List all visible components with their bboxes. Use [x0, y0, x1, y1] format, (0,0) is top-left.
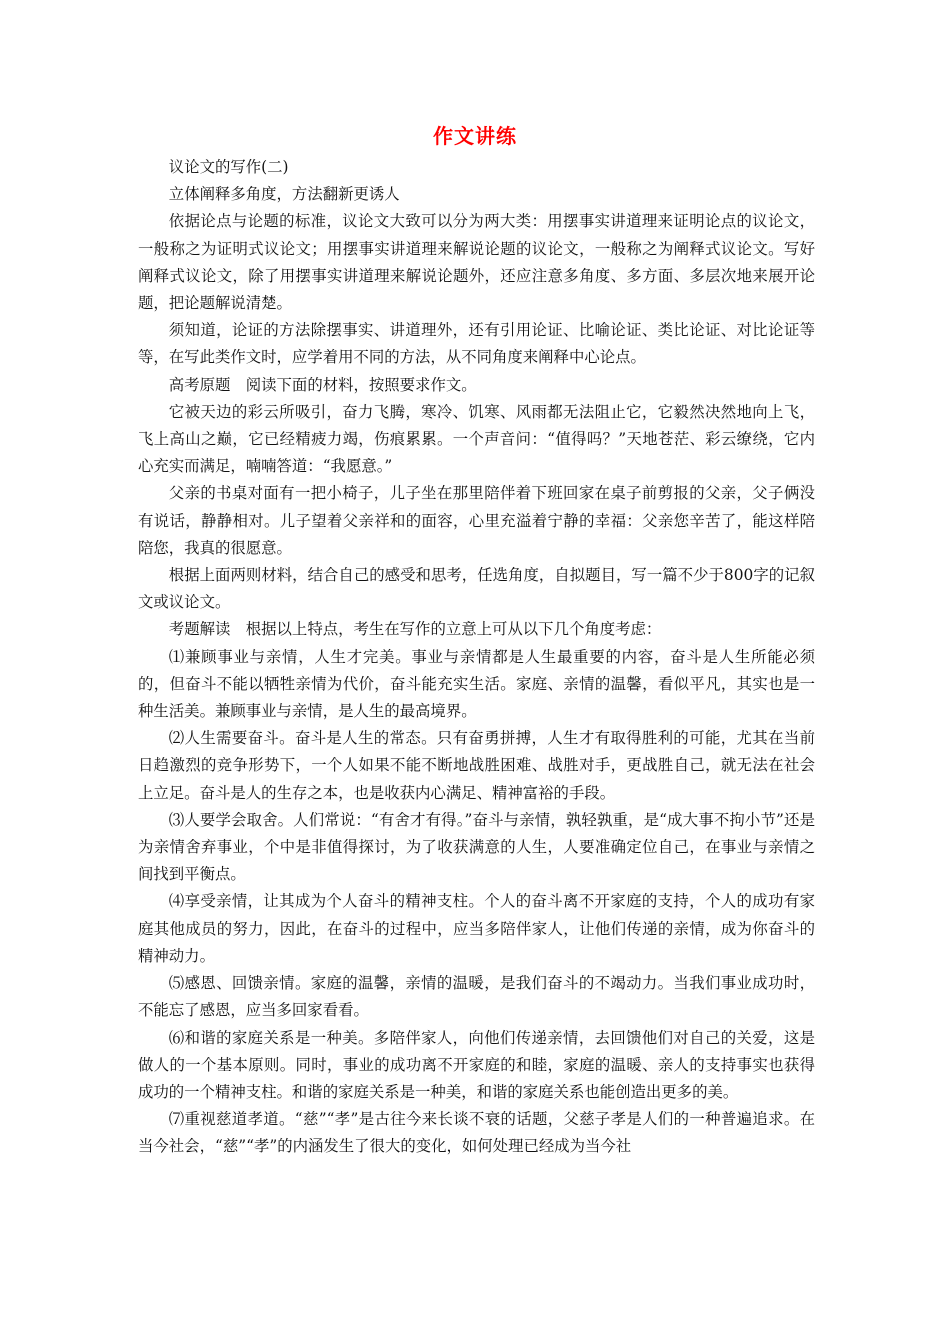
paragraph: 根据上面两则材料，结合自己的感受和思考，任选角度，自拟题目，写一篇不少于800字的记叙文或议论文。: [138, 566, 815, 612]
paragraph: ⑹和谐的家庭关系是一种美。多陪伴家人，向他们传递亲情，去回馈他们对自己的关爱，这是做人的一个基本原则。同时，事业的成功离不开家庭的和睦，家庭的温暖、亲人的支持事实也获得成功的一个精神支柱。和谐的家庭关系是一种美，和谐的家庭关系也能创造出更多的美。: [138, 1028, 815, 1101]
paragraph: ⑷享受亲情，让其成为个人奋斗的精神支柱。个人的奋斗离不开家庭的支持，个人的成功有家庭其他成员的努力，因此，在奋斗的过程中，应当多陪伴家人，让他们传递的亲情，成为你奋斗的精神动力。: [138, 892, 815, 965]
paragraph: 父亲的书桌对面有一把小椅子，儿子坐在那里陪伴着下班回家在桌子前剪报的父亲，父子俩没有说话，静静相对。儿子望着父亲祥和的面容，心里充溢着宁静的幸福：父亲您辛苦了，能这样陪陪您，我真的很愿意。: [138, 484, 815, 557]
paragraph: 考题解读 根据以上特点，考生在写作的立意上可从以下几个角度考虑：: [168, 620, 662, 639]
section-subheading: 立体阐释多角度，方法翻新更诱人: [168, 185, 400, 204]
document-title: 作文讲练: [433, 124, 517, 148]
paragraph: 须知道，论证的方法除摆事实、讲道理外，还有引用论证、比喻论证、类比论证、对比论证等等，在写此类作文时，应学着用不同的方法，从不同角度来阐释中心论点。: [138, 321, 815, 367]
section-heading: 议论文的写作(二): [168, 158, 289, 176]
paragraph: ⑵人生需要奋斗。奋斗是人生的常态。只有奋勇拼搏，人生才有取得胜利的可能，尤其在当前日趋激烈的竞争形势下，一个人如果不能不断地战胜困难、战胜对手，更战胜自己，就无法在社会上立足。奋斗是人的生存之本，也是收获内心满足、精神富裕的手段。: [138, 729, 815, 802]
document-body: [138, 154, 815, 1161]
paragraph: ⑸感恩、回馈亲情。家庭的温馨，亲情的温暖，是我们奋斗的不竭动力。当我们事业成功时，不能忘了感恩，应当多回家看看。: [138, 974, 815, 1020]
paragraph: ⑶人要学会取舍。人们常说：“有舍才有得。”奋斗与亲情，孰轻孰重，是“成大事不拘小节”还是为亲情舍弃事业，个中是非值得探讨，为了收获满意的人生，人要准确定位自己，在事业与亲情之间找到平衡点。: [138, 810, 815, 884]
paragraph: ⑴兼顾事业与亲情，人生才完美。事业与亲情都是人生最重要的内容，奋斗是人生所能必须的，但奋斗不能以牺牲亲情为代价，奋斗能充实生活。家庭、亲情的温馨，看似平凡，其实也是一种生活美。兼顾事业与亲情，是人生的最高境界。: [138, 647, 815, 721]
paragraph: 高考原题 阅读下面的材料，按照要求作文。: [168, 375, 477, 394]
paragraph: ⑺重视慈道孝道。“慈”“孝”是古往今来长谈不衰的话题，父慈子孝是人们的一种普遍追求。在当今社会，“慈”“孝”的内涵发生了很大的变化，如何处理已经成为当今社: [138, 1110, 815, 1156]
paragraph: 依据论点与论题的标准，议论文大致可以分为两大类：用摆事实讲道理来证明论点的议论文，一般称之为证明式议论文；用摆事实讲道理来解说论题的议论文，一般称之为阐释式议论文。写好阐释式议论文，除了用摆事实讲道理来解说论题外，还应注意多角度、多方面、多层次地来展开论题，把论题解说清楚。: [138, 212, 815, 313]
paragraph: 它被天边的彩云所吸引，奋力飞腾，寒冷、饥寒、风雨都无法阻止它，它毅然决然地向上飞，飞上高山之巅，它已经精疲力竭，伤痕累累。一个声音问：“值得吗？”天地苍茫、彩云缭绕，它内心充实而满足，喃喃答道：“我愿意。”: [138, 402, 815, 476]
